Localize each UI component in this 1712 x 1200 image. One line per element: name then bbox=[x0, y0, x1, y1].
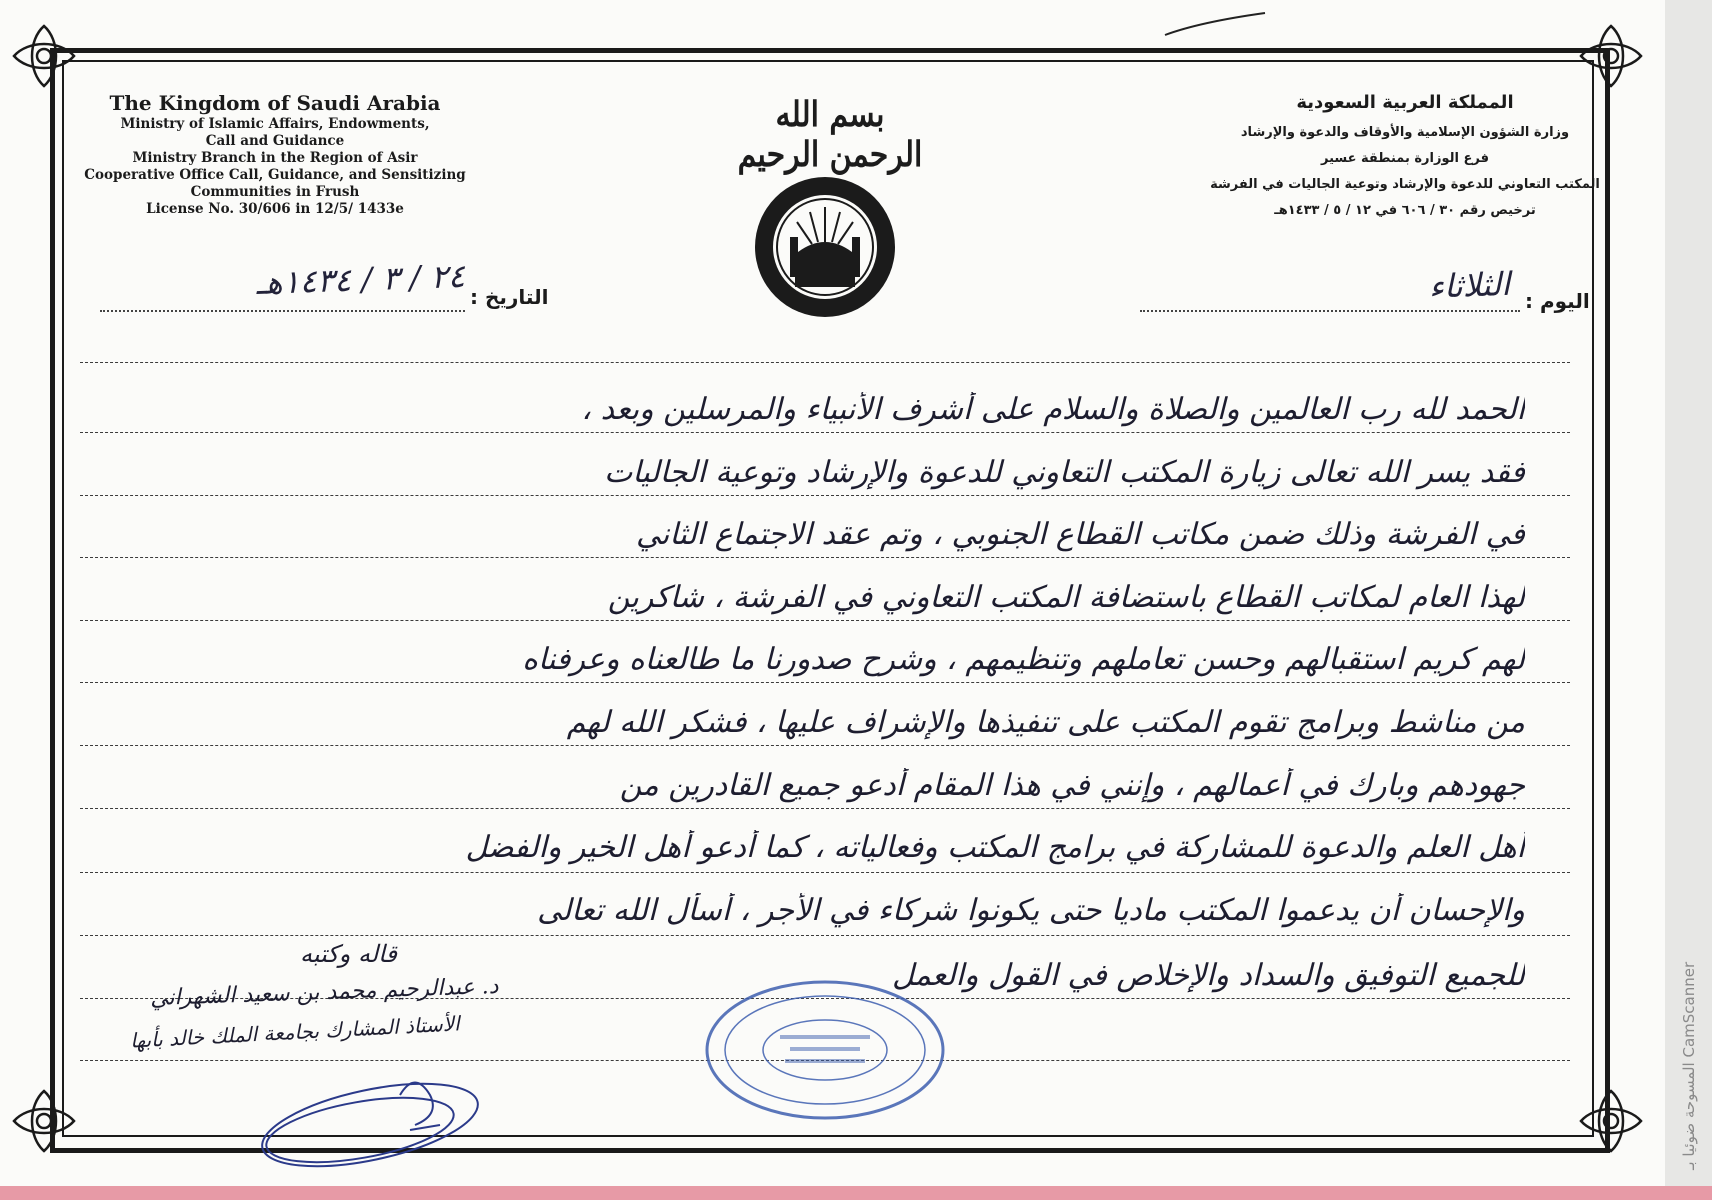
ruled-line bbox=[80, 557, 1570, 558]
ruled-line bbox=[80, 745, 1570, 746]
ruled-line bbox=[80, 620, 1570, 621]
ruled-line bbox=[80, 495, 1570, 496]
letterhead-line-en: Call and Guidance bbox=[205, 133, 345, 149]
letter-body-line: والإحسان أن يدعموا المكتب ماديا حتى يكونوا شركاء في الأجر ، أسأل الله تعالى bbox=[537, 893, 1525, 928]
letterhead-line-en: License No. 30/606 in 12/5/ 1433e bbox=[146, 201, 404, 217]
letter-body-line: من مناشط وبرامج تقوم المكتب على تنفيذها والإشراف عليها ، فشكر الله لهم bbox=[566, 705, 1525, 740]
ruled-line bbox=[80, 362, 1570, 363]
letterhead-english bbox=[70, 90, 480, 218]
office-seal-logo-icon bbox=[750, 172, 900, 322]
day-value-handwritten: الثلاثاء bbox=[1428, 264, 1511, 306]
letterhead-title-en: The Kingdom of Saudi Arabia bbox=[109, 91, 441, 115]
scan-bottom-strip bbox=[0, 1186, 1712, 1200]
pen-stroke-mark bbox=[1160, 10, 1270, 40]
signer-name: د. عبدالرحيم محمد بن سعيد الشهراني bbox=[149, 973, 499, 1012]
ruled-line bbox=[80, 682, 1570, 683]
basmala-calligraphy: بسم الله الرحمن الرحيم bbox=[737, 94, 923, 176]
day-label: اليوم : bbox=[1525, 289, 1590, 313]
letterhead-line-en: Ministry Branch in the Region of Asir bbox=[132, 150, 418, 166]
ruled-line bbox=[80, 872, 1570, 873]
letterhead-line-ar: المكتب التعاوني للدعوة والإرشاد وتوعية الجاليات في الفرشة bbox=[1210, 177, 1600, 192]
ruled-line bbox=[80, 432, 1570, 433]
letterhead-line-ar: فرع الوزارة بمنطقة عسير bbox=[1321, 151, 1489, 166]
letter-body-line: للجميع التوفيق والسداد والإخلاص في القول والعمل bbox=[891, 958, 1525, 993]
letterhead-line-en: Communities in Frush bbox=[190, 184, 360, 200]
signature-scribble-icon bbox=[250, 1055, 490, 1175]
letterhead-line-en: Cooperative Office Call, Guidance, and Sensitizing bbox=[84, 167, 466, 183]
ornament-corner-icon bbox=[8, 20, 80, 92]
ornament-corner-icon bbox=[1575, 20, 1647, 92]
letter-body-line: فقد يسر الله تعالى زيارة المكتب التعاوني للدعوة والإرشاد وتوعية الجاليات bbox=[604, 455, 1525, 490]
letter-body-line: الحمد لله رب العالمين والصلاة والسلام على أشرف الأنبياء والمرسلين وبعد ، bbox=[581, 392, 1525, 427]
letterhead-title-ar: المملكة العربية السعودية bbox=[1296, 92, 1514, 113]
date-dotted-line bbox=[100, 310, 465, 312]
date-label: التاريخ : bbox=[470, 285, 549, 309]
signer-title: الأستاذ المشارك بجامعة الملك خالد بأبها bbox=[129, 1011, 461, 1053]
ruled-line bbox=[80, 935, 1570, 936]
letterhead-line-en: Ministry of Islamic Affairs, Endowments, bbox=[120, 116, 430, 132]
letter-body-line: لهذا العام لمكاتب القطاع باستضافة المكتب التعاوني في الفرشة ، شاكرين bbox=[607, 580, 1525, 615]
letterhead-arabic bbox=[1170, 86, 1640, 224]
day-dotted-line bbox=[1140, 310, 1520, 312]
letter-body-line: أهل العلم والدعوة للمشاركة في برامج المكتب وفعالياته ، كما أدعو أهل الخير والفضل bbox=[465, 830, 1525, 865]
letter-body-line: جهودهم وبارك في أعمالهم ، وإنني في هذا المقام أدعو جميع القادرين من bbox=[619, 768, 1525, 803]
ornament-corner-icon bbox=[1575, 1085, 1647, 1157]
date-value-handwritten: ٢٤ / ٣ / ١٤٣٤هـ bbox=[255, 256, 466, 303]
ornament-corner-icon bbox=[8, 1085, 80, 1157]
letter-body-line: لهم كريم استقبالهم وحسن تعاملهم وتنظيمهم ، وشرح صدورنا ما طالعناه وعرفناه bbox=[522, 642, 1525, 677]
official-stamp-icon bbox=[700, 975, 950, 1125]
letter-body-line: في الفرشة وذلك ضمن مكاتب القطاع الجنوبي ، وتم عقد الاجتماع الثاني bbox=[636, 517, 1525, 552]
letterhead-line-ar: ترخيص رقم ٣٠ / ٦٠٦ في ١٢ / ٥ / ١٤٣٣هـ bbox=[1274, 203, 1536, 218]
camscanner-watermark: CamScanner المسوحة ضوئيا بـ bbox=[1680, 961, 1698, 1170]
ruled-line bbox=[80, 808, 1570, 809]
closing-line: قاله وكتبه bbox=[300, 940, 397, 968]
letterhead-line-ar: وزارة الشؤون الإسلامية والأوقاف والدعوة والإرشاد bbox=[1240, 125, 1570, 140]
